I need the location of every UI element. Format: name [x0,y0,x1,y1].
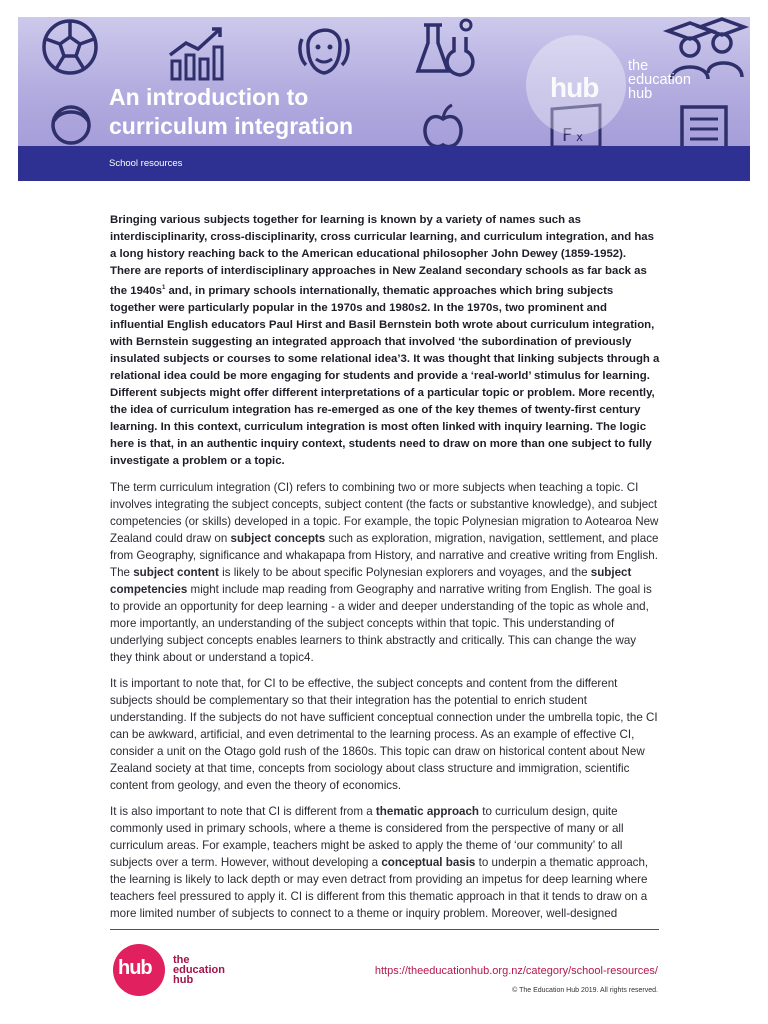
section-label: School resources [109,158,183,169]
bold-term: subject concepts [230,531,326,545]
bold-term: subject content [133,565,219,579]
footnote-marker: 1 [161,285,166,291]
brand-line: the [173,954,190,966]
paragraph: It is important to note that, for CI to be effective, the subject concepts and content from the different subjects should be complementary so that their integration has the potential to enrich student understanding. If the subjects do not have sufficient conceptual connection under the umbrella topic, the CI can be awkward, artificial, and even detrimental to the learning process. As an example of effective CI, consider a unit on the Otago gold rush of the 1860s. This topic can draw on historical content about New Zealand society at that time, concepts from sociology about class structure and immigration, scientific content from geology, and even the theory of economics. [110,676,658,792]
intro-text: Bringing various subjects together for learning is known by a variety of names such as interdisciplinarity, cross-disciplinarity, cross curricular learning, and curriculum integration, and has a long history reaching back to the American educational philosopher John Dewey (1859-1952). There are reports of interdisciplinary approaches in New Zealand secondary schools as far back as the 1940s [110,214,654,297]
footer-brand-name [173,955,225,985]
bold-term: subject competencies [110,565,632,596]
text: to curriculum design, quite commonly used in primary schools, where a theme is considered from the perspective of many or all curriculum areas. For example, teachers might be asked to apply the theme of ‘our community’ to all subjects over a term. However, without developing a [110,804,624,869]
paragraph [110,803,660,922]
text: to underpin a thematic approach, the learning is likely to lack depth or may even detract from providing an impetus for deep learning where teachers feel pressured to apply it. CI is different from this thematic approach in that it tends to draw on a more limited number of subjects to connect to a theme or inquiry problem. Moreover, well-designed [110,855,649,920]
header-banner [18,17,750,181]
hub-logo-word: hub [550,72,599,103]
shakespeare-icon [288,17,358,83]
page-title [109,83,489,141]
intro-paragraph [110,212,660,470]
brand-line: education [628,72,691,88]
text: The term curriculum integration (CI) refers to combining two or more subjects when teaching a topic. CI involves integrating the subject concepts, subject content (the facts or substantive knowledge), and subject competencies (or skills) developed in a topic. For example, the topic Polynesian migration to Aotearoa New Zealand could draw on [110,480,659,545]
svg-text:x: x [576,130,584,144]
intro-text-rest: and, in primary schools internationally, thematic approaches which bring subjects together were particularly popular in the 1970s and 1980s2. In the 1970s, two prominent and influential English educators Paul Hirst and Basil Bernstein both wrote about curriculum integration, with Bernstein suggesting an integrated approach that involved ‘the subordination of previously insulated subjects or courses to some relational idea’3. It was thought that linking subjects through a relational idea could be more engaging for students and provide a ‘real-world’ stimulus for learning. Different subjects might offer different interpretations of a particular topic or problem. More recently, the idea of curriculum integration has re-emerged as one of the key themes of twenty-first century learning. In this context, curriculum integration is most often linked with inquiry learning. The logic here is that, in an authentic inquiry context, students need to draw on more than one subject to fully investigate a problem or a topic. [110,284,660,467]
article-body [110,212,660,931]
text: It is also important to note that CI is different from a [110,804,376,818]
bold-term: conceptual basis [381,855,476,869]
text: might include map reading from Geography and narrative writing from English. The goal is to provide an opportunity for deep learning - a wider and deeper understanding of the topic as whole and, more importantly, an understanding of the subject concepts within that topic. This understanding of underlying subject concepts enables learners to think abstractly and critically. This can change the way they think about or understand a topic4. [110,582,652,664]
brand-line: the [628,58,649,74]
text: such as exploration, migration, navigation, settlement, and place from Geography, significance and whakapapa from History, and narrative and creative writing from English. The [110,531,659,579]
brand-name [628,59,691,101]
soccer-ball-icon [38,17,102,81]
brand-line: hub [173,974,194,986]
student-face-icon [46,99,96,149]
title-line: curriculum integration [109,113,354,139]
footer-divider [110,929,659,930]
document-icon [678,103,730,149]
brand-line: education [173,964,225,976]
svg-text:F: F [562,125,573,146]
footer-logo-word: hub [118,957,152,979]
lab-flask-icon [414,17,484,81]
bar-chart-icon [166,21,228,81]
paragraph [110,479,660,666]
brand-line: hub [628,86,653,102]
copyright-notice: © The Education Hub 2019. All rights reserved. [512,987,658,994]
text: is likely to be about specific Polynesian explorers and voyages, and the [218,565,591,579]
title-line: An introduction to [109,84,309,110]
footer-link[interactable]: https://theeducationhub.org.nz/category/school-resources/ [374,965,658,977]
bold-term: thematic approach [375,804,480,818]
